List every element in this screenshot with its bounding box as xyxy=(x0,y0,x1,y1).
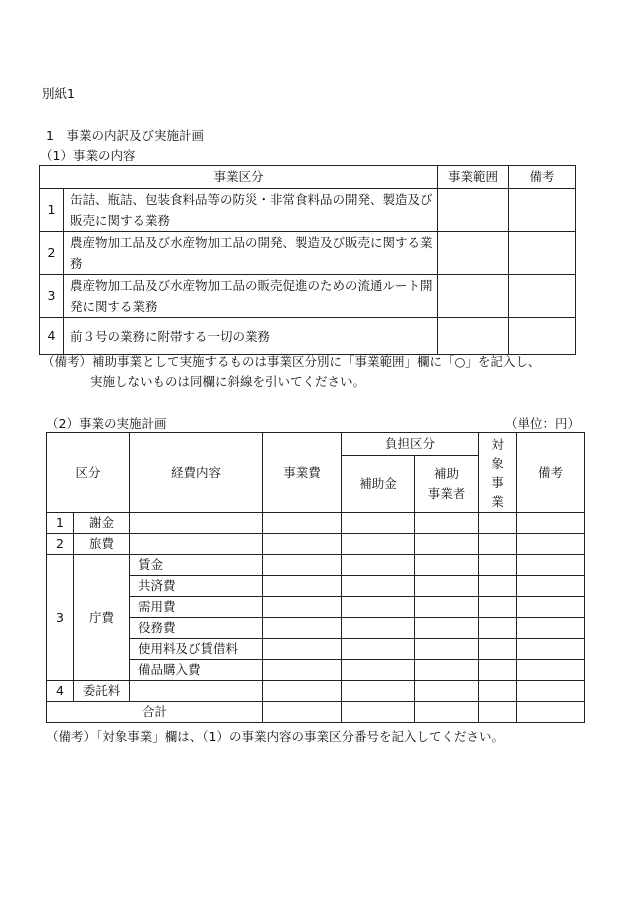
subsidy-cell[interactable] xyxy=(342,660,415,681)
remarks-cell[interactable] xyxy=(517,660,585,681)
subsidy-cell[interactable] xyxy=(342,639,415,660)
cost-cell[interactable] xyxy=(263,534,342,555)
subsidy-cell[interactable] xyxy=(342,534,415,555)
target-cell[interactable] xyxy=(479,660,517,681)
row-number: 2 xyxy=(40,232,64,275)
operator-cell[interactable] xyxy=(415,576,479,597)
cost-cell[interactable] xyxy=(263,555,342,576)
subsidy-cell[interactable] xyxy=(342,597,415,618)
total-target-cell[interactable] xyxy=(479,702,517,723)
row-content: 缶詰、瓶詰、包装食料品等の防災・非常食料品の開発、製造及び販売に関する業務 xyxy=(64,189,438,232)
header-remarks: 備考 xyxy=(509,166,576,189)
expense-item: 賃金 xyxy=(130,555,263,576)
table-row xyxy=(47,681,585,702)
header-operator xyxy=(415,456,479,513)
operator-line-1: 補助 xyxy=(434,466,460,481)
expense-item: 共済費 xyxy=(130,576,263,597)
subsidy-cell[interactable] xyxy=(342,576,415,597)
operator-cell[interactable] xyxy=(415,660,479,681)
header-subsidy: 補助金 xyxy=(342,456,415,513)
row-content: 前３号の業務に附帯する一切の業務 xyxy=(64,318,438,355)
table1-note-line2: 実施しないものは同欄に斜線を引いてください。 xyxy=(90,374,366,389)
table-row xyxy=(47,555,585,576)
target-cell[interactable] xyxy=(479,534,517,555)
expense-item: 使用料及び賃借料 xyxy=(130,639,263,660)
cost-cell[interactable] xyxy=(263,660,342,681)
total-cost-cell[interactable] xyxy=(263,702,342,723)
table1-note-line1: （備考）補助事業として実施するものは事業区分別に「事業範囲」欄に「○」を記入し、 xyxy=(42,354,541,369)
cost-cell[interactable] xyxy=(263,618,342,639)
header-target-project xyxy=(479,433,517,513)
total-remarks-cell[interactable] xyxy=(517,702,585,723)
target-char-1: 対 xyxy=(491,436,504,452)
target-cell[interactable] xyxy=(479,576,517,597)
target-cell[interactable] xyxy=(479,555,517,576)
row-number: 3 xyxy=(40,275,64,318)
expense-item: 役務費 xyxy=(130,618,263,639)
remarks-cell[interactable] xyxy=(517,639,585,660)
target-cell[interactable] xyxy=(479,681,517,702)
expense-item: 備品購入費 xyxy=(130,660,263,681)
target-cell[interactable] xyxy=(479,639,517,660)
table2-note: （備考）「対象事業」欄は、（1）の事業内容の事業区分番号を記入してください。 xyxy=(46,729,504,744)
row-category: 委託料 xyxy=(74,681,130,702)
remarks-cell[interactable] xyxy=(517,681,585,702)
table-row xyxy=(47,513,585,534)
expense-cell[interactable] xyxy=(130,513,263,534)
row-category: 庁費 xyxy=(74,555,130,681)
row-number: 4 xyxy=(40,318,64,355)
operator-line-2: 事業者 xyxy=(427,486,466,501)
remarks-cell[interactable] xyxy=(517,534,585,555)
total-subsidy-cell[interactable] xyxy=(342,702,415,723)
scope-cell[interactable] xyxy=(438,232,509,275)
operator-cell[interactable] xyxy=(415,597,479,618)
unit-label: （単位：円） xyxy=(505,416,581,431)
remarks-cell[interactable] xyxy=(509,232,576,275)
row-content: 農産物加工品及び水産物加工品の販売促進のための流通ルート開発に関する業務 xyxy=(64,275,438,318)
implementation-plan-table xyxy=(46,432,585,723)
attachment-label: 別紙1 xyxy=(42,86,75,101)
header-scope: 事業範囲 xyxy=(438,166,509,189)
target-cell[interactable] xyxy=(479,597,517,618)
header-category: 区分 xyxy=(47,433,130,513)
table-row xyxy=(40,232,576,275)
table-row xyxy=(40,318,576,355)
operator-cell[interactable] xyxy=(415,618,479,639)
remarks-cell[interactable] xyxy=(509,189,576,232)
header-expense-content: 経費内容 xyxy=(130,433,263,513)
subsidy-cell[interactable] xyxy=(342,681,415,702)
scope-cell[interactable] xyxy=(438,275,509,318)
cost-cell[interactable] xyxy=(263,597,342,618)
target-char-2: 象 xyxy=(491,455,504,471)
scope-cell[interactable] xyxy=(438,318,509,355)
business-content-table xyxy=(39,165,576,355)
row-number: 2 xyxy=(47,534,74,555)
subsection-2-title: （2）事業の実施計画 xyxy=(46,416,167,431)
row-content: 農産物加工品及び水産物加工品の開発、製造及び販売に関する業務 xyxy=(64,232,438,275)
remarks-cell[interactable] xyxy=(509,318,576,355)
target-char-4: 業 xyxy=(491,493,504,509)
remarks-cell[interactable] xyxy=(517,513,585,534)
table-row xyxy=(40,189,576,232)
subsidy-cell[interactable] xyxy=(342,513,415,534)
subsidy-cell[interactable] xyxy=(342,618,415,639)
total-label: 合計 xyxy=(47,702,263,723)
target-cell[interactable] xyxy=(479,618,517,639)
row-number: 3 xyxy=(47,555,74,681)
operator-cell[interactable] xyxy=(415,681,479,702)
total-operator-cell[interactable] xyxy=(415,702,479,723)
row-category: 旅費 xyxy=(74,534,130,555)
expense-cell[interactable] xyxy=(130,534,263,555)
header-burden: 負担区分 xyxy=(342,433,479,456)
remarks-cell[interactable] xyxy=(517,576,585,597)
total-row xyxy=(47,702,585,723)
row-category: 謝金 xyxy=(74,513,130,534)
target-cell[interactable] xyxy=(479,513,517,534)
cost-cell[interactable] xyxy=(263,681,342,702)
row-number: 1 xyxy=(47,513,74,534)
operator-cell[interactable] xyxy=(415,639,479,660)
remarks-cell[interactable] xyxy=(517,618,585,639)
section-title: 1 事業の内訳及び実施計画 xyxy=(46,128,204,143)
remarks-cell[interactable] xyxy=(517,597,585,618)
cost-cell[interactable] xyxy=(263,576,342,597)
operator-cell[interactable] xyxy=(415,513,479,534)
remarks-cell[interactable] xyxy=(517,555,585,576)
target-char-3: 事 xyxy=(491,474,504,490)
table-row xyxy=(47,534,585,555)
row-number: 1 xyxy=(40,189,64,232)
header-remarks: 備考 xyxy=(517,433,585,513)
subsidy-cell[interactable] xyxy=(342,555,415,576)
cost-cell[interactable] xyxy=(263,639,342,660)
operator-cell[interactable] xyxy=(415,555,479,576)
header-project-cost: 事業費 xyxy=(263,433,342,513)
row-number: 4 xyxy=(47,681,74,702)
cost-cell[interactable] xyxy=(263,513,342,534)
header-category: 事業区分 xyxy=(40,166,438,189)
expense-cell[interactable] xyxy=(130,681,263,702)
table-row xyxy=(40,275,576,318)
subsection-1-title: （1）事業の内容 xyxy=(40,148,136,163)
expense-item: 需用費 xyxy=(130,597,263,618)
remarks-cell[interactable] xyxy=(509,275,576,318)
scope-cell[interactable] xyxy=(438,189,509,232)
operator-cell[interactable] xyxy=(415,534,479,555)
